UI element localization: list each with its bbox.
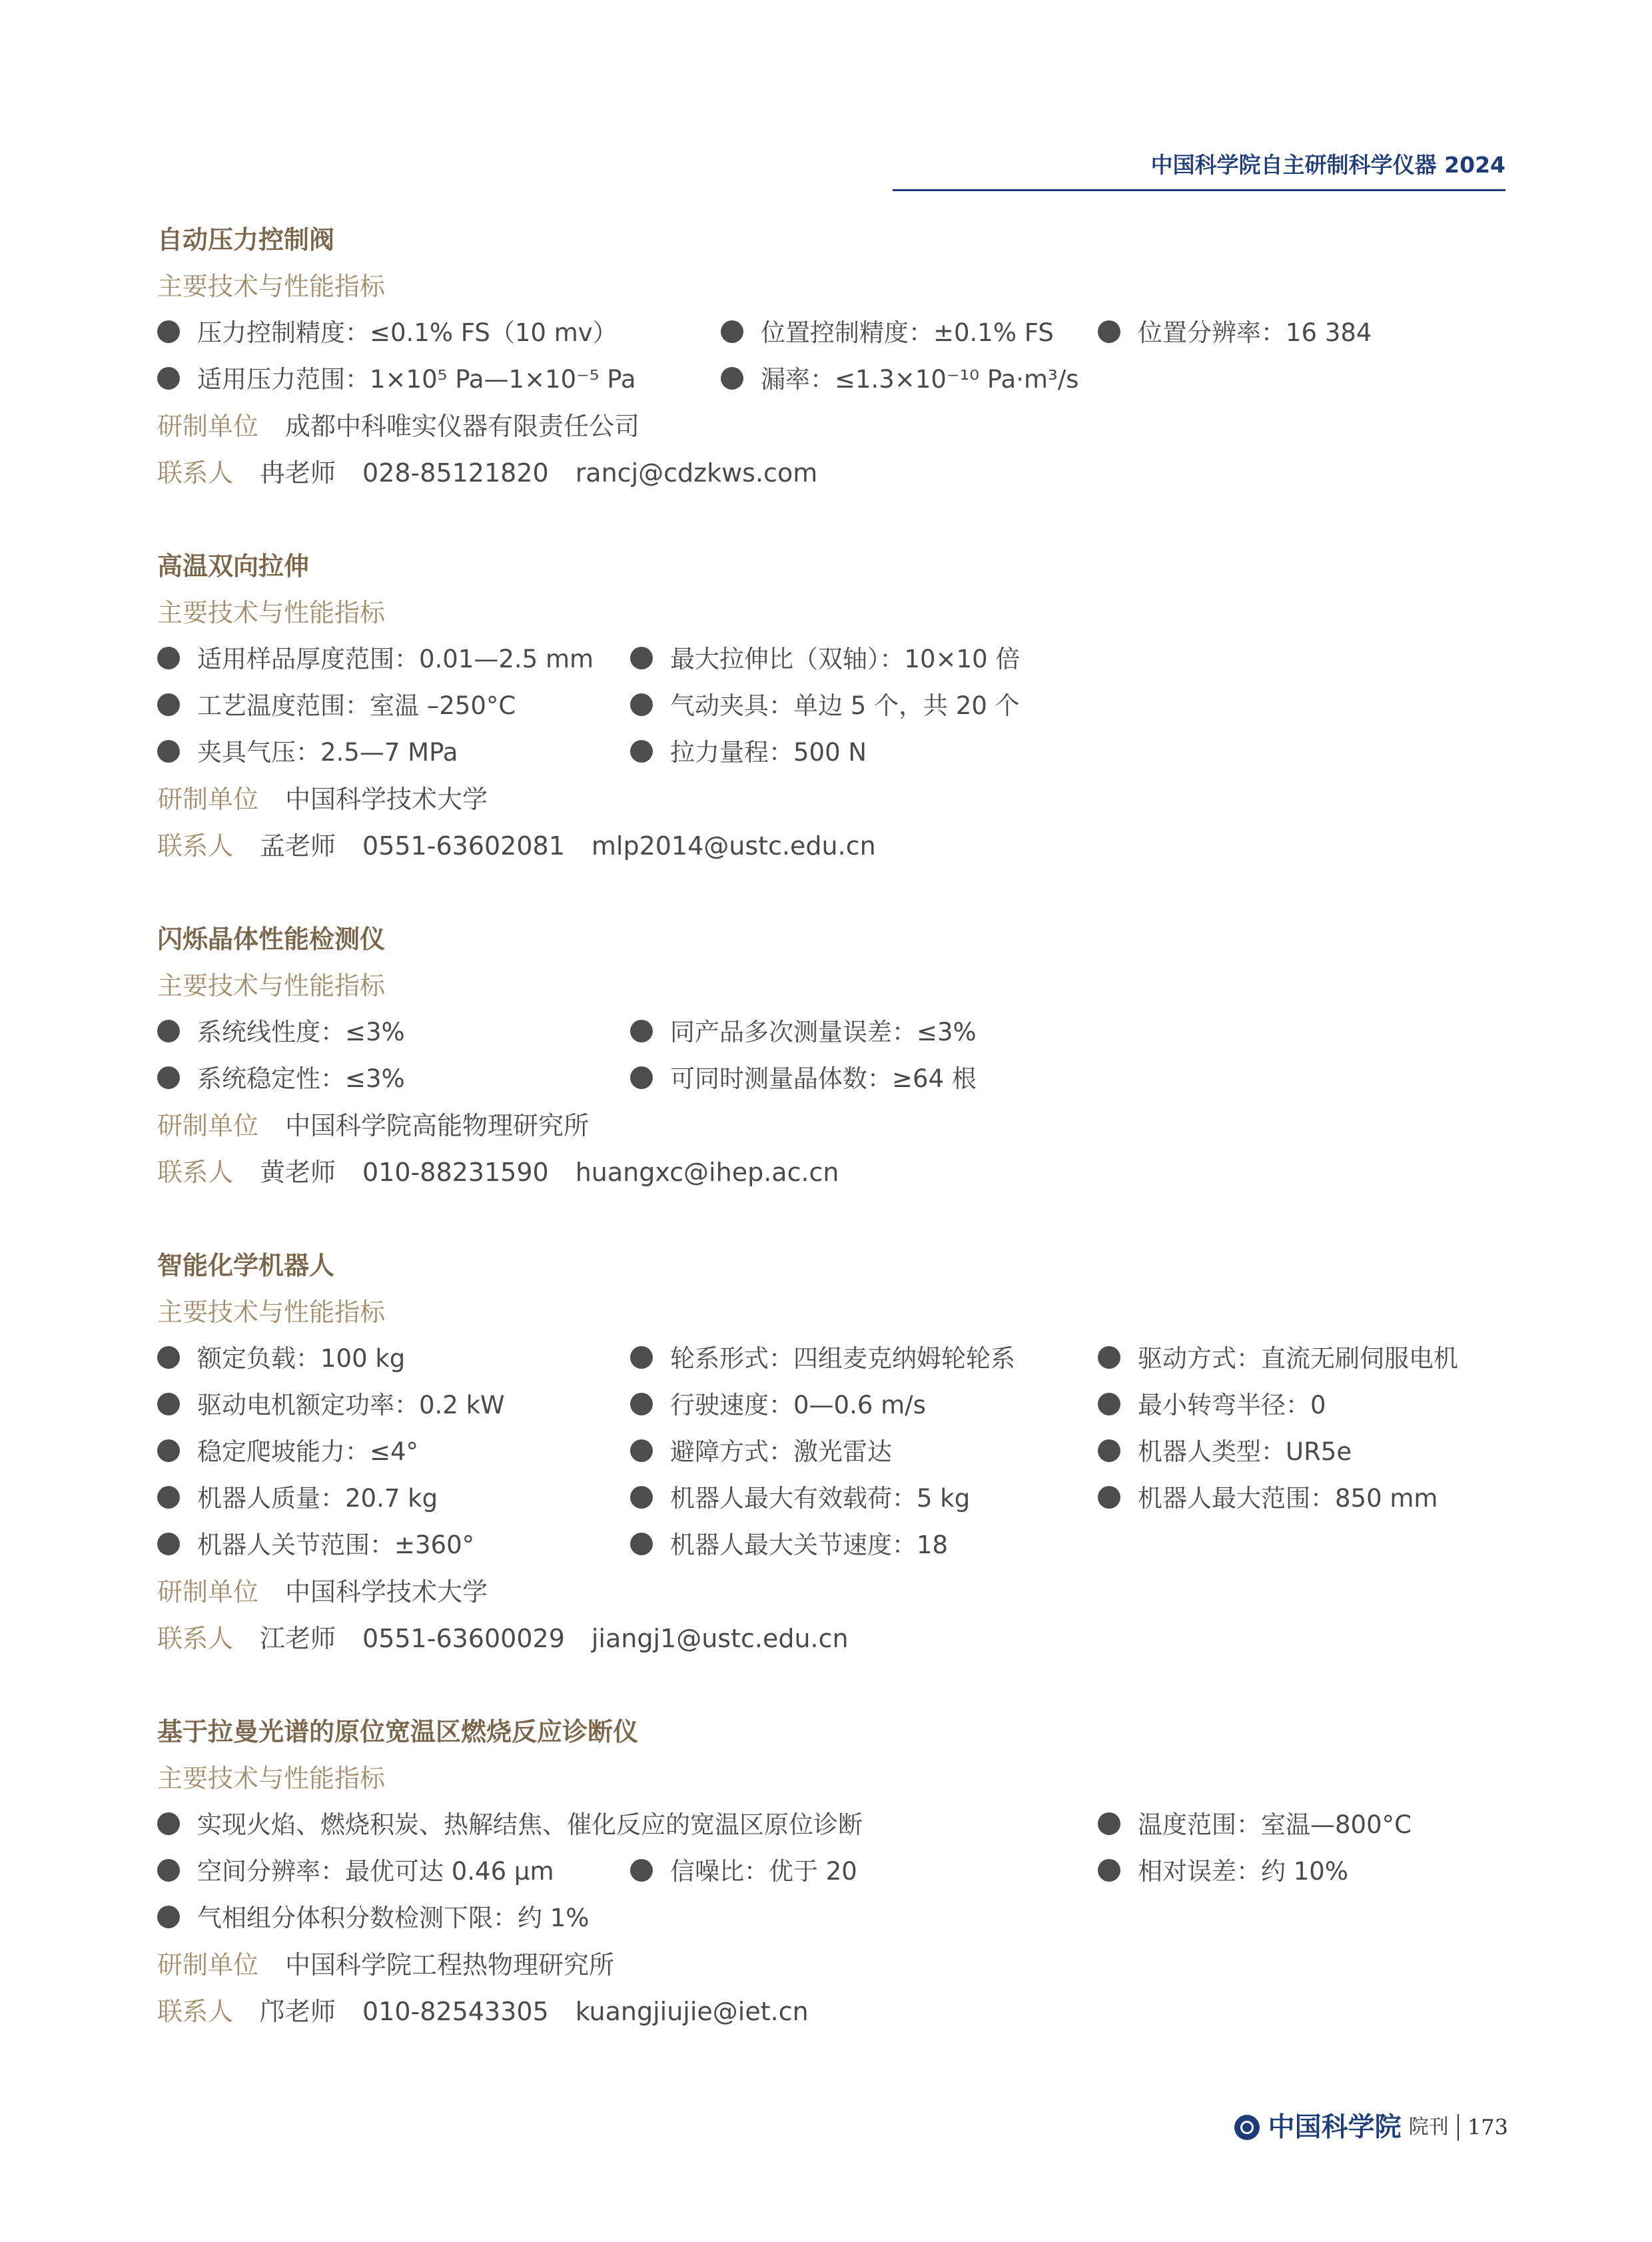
contact-line — [157, 450, 1509, 496]
contact-phone: 0551-63600029 — [362, 1624, 565, 1653]
spec-row — [157, 729, 1509, 776]
spec-row — [157, 1056, 1509, 1102]
spec-text: 机器人类型：UR5e — [1138, 1437, 1352, 1466]
bullet-icon — [157, 1812, 180, 1835]
bullet-icon — [157, 320, 180, 343]
spec-text: 信噪比：优于 20 — [670, 1857, 857, 1886]
bullet-icon — [630, 1066, 653, 1089]
contact-line — [157, 823, 1509, 869]
bullet-icon — [1098, 1393, 1120, 1415]
spec-text: 适用样品厚度范围：0.01—2.5 mm — [197, 645, 594, 673]
spec-item — [630, 1382, 926, 1429]
spec-row — [157, 1475, 1509, 1522]
bullet-icon — [1098, 1486, 1120, 1509]
spec-text: 实现火焰、燃烧积炭、热解结焦、催化反应的宽温区原位诊断 — [197, 1810, 863, 1839]
spec-item — [157, 1802, 863, 1848]
bullet-icon — [721, 320, 743, 343]
spec-item — [157, 683, 516, 729]
spec-row — [157, 1382, 1509, 1429]
unit-value: 中国科学技术大学 — [285, 785, 488, 814]
spec-text: 驱动电机额定功率：0.2 kW — [197, 1391, 505, 1419]
footer-journal: 院刊 — [1408, 2115, 1449, 2139]
spec-item — [630, 683, 1020, 729]
spec-row — [157, 1895, 1509, 1942]
spec-item — [630, 1475, 970, 1522]
spec-text: 压力控制精度：≤0.1% FS（10 mv） — [197, 318, 618, 347]
section-title: 基于拉曼光谱的原位宽温区燃烧反应诊断仪 — [157, 1717, 639, 1746]
contact-line — [157, 1988, 1509, 2035]
spec-text: 漏率：≤1.3×10⁻¹⁰ Pa·m³/s — [761, 365, 1079, 394]
contact-label: 联系人 — [157, 1624, 234, 1653]
spec-item — [157, 729, 458, 776]
contact-name: 孟老师 — [260, 831, 336, 861]
spec-text: 同产品多次测量误差：≤3% — [670, 1018, 977, 1046]
bullet-icon — [1098, 1859, 1120, 1882]
bullet-icon — [157, 1439, 180, 1462]
section-raman-diagnostic — [157, 1708, 1509, 2035]
bullet-icon — [157, 1859, 180, 1882]
spec-item — [157, 1335, 405, 1382]
bullet-icon — [1098, 320, 1120, 343]
contact-email[interactable]: kuangjiujie@iet.cn — [575, 1997, 809, 2026]
contact-phone: 010-88231590 — [362, 1158, 549, 1187]
bullet-icon — [157, 1486, 180, 1509]
contact-label: 联系人 — [157, 1158, 234, 1187]
section-biaxial-stretch — [157, 543, 1509, 869]
spec-text: 夹具气压：2.5—7 MPa — [197, 738, 458, 767]
spec-row — [157, 636, 1509, 683]
page-number: 173 — [1467, 2114, 1508, 2140]
spec-text: 轮系形式：四组麦克纳姆轮轮系 — [670, 1344, 1015, 1373]
spec-text: 可同时测量晶体数：≥64 根 — [670, 1064, 977, 1093]
section-scintillator-tester — [157, 916, 1509, 1196]
contact-email[interactable]: rancj@cdzkws.com — [575, 458, 818, 488]
footer-logo: 中国科学院 — [1268, 2111, 1402, 2143]
bullet-icon — [1098, 1439, 1120, 1462]
spec-text: 机器人最大关节速度：18 — [670, 1531, 949, 1559]
spec-item — [1098, 1848, 1348, 1895]
spec-item — [630, 1522, 948, 1569]
spec-text: 位置控制精度：±0.1% FS — [761, 318, 1054, 347]
unit-label: 研制单位 — [157, 1577, 259, 1607]
spec-item — [157, 1382, 505, 1429]
spec-text: 最大拉伸比（双轴）：10×10 倍 — [670, 645, 1021, 673]
bullet-icon — [1098, 1346, 1120, 1369]
spec-item — [157, 1056, 405, 1102]
spec-text: 驱动方式：直流无刷伺服电机 — [1138, 1344, 1458, 1373]
bullet-icon — [630, 1393, 653, 1415]
specs-heading: 主要技术与性能指标 — [157, 971, 386, 1000]
unit-line — [157, 1102, 1509, 1149]
bullet-icon — [157, 1020, 180, 1042]
spec-item — [630, 1429, 892, 1475]
contact-phone: 010-82543305 — [362, 1997, 549, 2026]
bullet-icon — [157, 1393, 180, 1415]
bullet-icon — [157, 1066, 180, 1089]
spec-text: 系统稳定性：≤3% — [197, 1064, 405, 1093]
spec-item — [721, 356, 1079, 403]
spec-item — [157, 310, 618, 356]
spec-row — [157, 683, 1509, 729]
specs-heading: 主要技术与性能指标 — [157, 272, 386, 301]
bullet-icon — [630, 740, 653, 763]
spec-text: 机器人质量：20.7 kg — [197, 1484, 438, 1513]
contact-email[interactable]: huangxc@ihep.ac.cn — [575, 1158, 839, 1187]
bullet-icon — [630, 1346, 653, 1369]
bullet-icon — [630, 1486, 653, 1509]
bullet-icon — [630, 693, 653, 716]
bullet-icon — [157, 1533, 180, 1555]
specs-heading: 主要技术与性能指标 — [157, 598, 386, 627]
spec-text: 气动夹具：单边 5 个，共 20 个 — [670, 691, 1020, 720]
unit-label: 研制单位 — [157, 1111, 259, 1140]
spec-row — [157, 1335, 1509, 1382]
spec-item — [630, 1009, 977, 1056]
unit-value: 成都中科唯实仪器有限责任公司 — [285, 412, 640, 441]
contact-phone: 0551-63602081 — [362, 831, 565, 861]
bullet-icon — [157, 1906, 180, 1928]
spec-row — [157, 1802, 1509, 1848]
spec-text: 系统线性度：≤3% — [197, 1018, 405, 1046]
unit-line — [157, 403, 1509, 450]
unit-label: 研制单位 — [157, 785, 259, 814]
spec-item — [157, 1429, 418, 1475]
spec-text: 稳定爬坡能力：≤4° — [197, 1437, 419, 1466]
spec-item — [157, 1009, 405, 1056]
unit-value: 中国科学院高能物理研究所 — [285, 1111, 590, 1140]
unit-value: 中国科学院工程热物理研究所 — [285, 1950, 615, 1980]
spec-text: 适用压力范围：1×10⁵ Pa—1×10⁻⁵ Pa — [197, 365, 636, 394]
unit-line — [157, 1569, 1509, 1615]
spec-item — [1098, 1335, 1458, 1382]
section-title: 闪烁晶体性能检测仪 — [157, 925, 386, 954]
bullet-icon — [630, 1533, 653, 1555]
spec-item — [1098, 1802, 1412, 1848]
bullet-icon — [157, 740, 180, 763]
spec-item — [630, 1335, 1015, 1382]
spec-item — [1098, 1475, 1438, 1522]
page-footer — [1234, 2110, 1508, 2143]
spec-row — [157, 310, 1509, 356]
contact-line — [157, 1149, 1509, 1196]
contact-phone: 028-85121820 — [362, 458, 549, 488]
bullet-icon — [630, 1439, 653, 1462]
section-title: 智能化学机器人 — [157, 1251, 335, 1280]
spec-text: 机器人最大有效载荷：5 kg — [670, 1484, 971, 1513]
bullet-icon — [157, 693, 180, 716]
contact-name: 江老师 — [260, 1624, 336, 1653]
section-title: 高温双向拉伸 — [157, 552, 310, 581]
contact-label: 联系人 — [157, 1997, 234, 2026]
unit-value: 中国科学技术大学 — [285, 1577, 488, 1607]
spec-item — [721, 310, 1054, 356]
spec-item — [1098, 1429, 1352, 1475]
contact-name: 邝老师 — [260, 1997, 336, 2026]
spec-item — [1098, 1382, 1326, 1429]
spec-item — [157, 1895, 589, 1942]
spec-item — [630, 636, 1020, 683]
spec-text: 空间分辨率：最优可达 0.46 μm — [197, 1857, 554, 1886]
spec-row — [157, 356, 1509, 403]
spec-text: 拉力量程：500 N — [670, 738, 867, 767]
unit-line — [157, 1942, 1509, 1988]
bullet-icon — [157, 647, 180, 669]
spec-item — [157, 356, 636, 403]
unit-label: 研制单位 — [157, 412, 259, 441]
footer-divider — [1457, 2114, 1459, 2141]
bullet-icon — [157, 367, 180, 390]
spec-text: 额定负载：100 kg — [197, 1344, 406, 1373]
spec-text: 工艺温度范围：室温 –250°C — [197, 691, 516, 720]
contact-line — [157, 1615, 1509, 1662]
bullet-icon — [630, 1859, 653, 1882]
spec-item — [630, 1056, 977, 1102]
spec-item — [157, 1475, 438, 1522]
section-chem-robot — [157, 1242, 1509, 1662]
running-header: 中国科学院自主研制科学仪器 2024 — [1150, 152, 1505, 178]
bullet-icon — [721, 367, 743, 390]
spec-text: 相对误差：约 10% — [1138, 1857, 1348, 1886]
header-rule — [893, 189, 1505, 191]
section-pressure-valve — [157, 216, 1509, 496]
contact-label: 联系人 — [157, 831, 234, 861]
bullet-icon — [630, 647, 653, 669]
spec-item — [157, 636, 594, 683]
contact-email[interactable]: jiangj1@ustc.edu.cn — [591, 1624, 849, 1653]
contact-label: 联系人 — [157, 458, 234, 488]
spec-text: 最小转弯半径：0 — [1138, 1391, 1326, 1419]
spec-item — [630, 1848, 857, 1895]
spec-row — [157, 1009, 1509, 1056]
spec-row — [157, 1522, 1509, 1569]
bullet-icon — [630, 1020, 653, 1042]
contact-name: 冉老师 — [260, 458, 336, 488]
spec-row — [157, 1429, 1509, 1475]
unit-label: 研制单位 — [157, 1950, 259, 1980]
bullet-icon — [157, 1346, 180, 1369]
spec-text: 行驶速度：0—0.6 m/s — [670, 1391, 926, 1419]
spec-item — [157, 1522, 474, 1569]
spec-item — [157, 1848, 554, 1895]
spec-row — [157, 1848, 1509, 1895]
spec-item — [630, 729, 867, 776]
cas-emblem-icon — [1234, 2115, 1260, 2140]
spec-text: 避障方式：激光雷达 — [670, 1437, 892, 1466]
spec-text: 机器人关节范围：±360° — [197, 1531, 475, 1559]
bullet-icon — [1098, 1812, 1120, 1835]
spec-text: 气相组分体积分数检测下限：约 1% — [197, 1904, 590, 1932]
spec-item — [1098, 310, 1372, 356]
section-title: 自动压力控制阀 — [157, 225, 335, 254]
unit-line — [157, 776, 1509, 823]
specs-heading: 主要技术与性能指标 — [157, 1764, 386, 1793]
spec-text: 温度范围：室温—800°C — [1138, 1810, 1412, 1839]
spec-text: 机器人最大范围：850 mm — [1138, 1484, 1438, 1513]
spec-text: 位置分辨率：16 384 — [1138, 318, 1372, 347]
specs-heading: 主要技术与性能指标 — [157, 1298, 386, 1327]
contact-email[interactable]: mlp2014@ustc.edu.cn — [591, 831, 876, 861]
contact-name: 黄老师 — [260, 1158, 336, 1187]
